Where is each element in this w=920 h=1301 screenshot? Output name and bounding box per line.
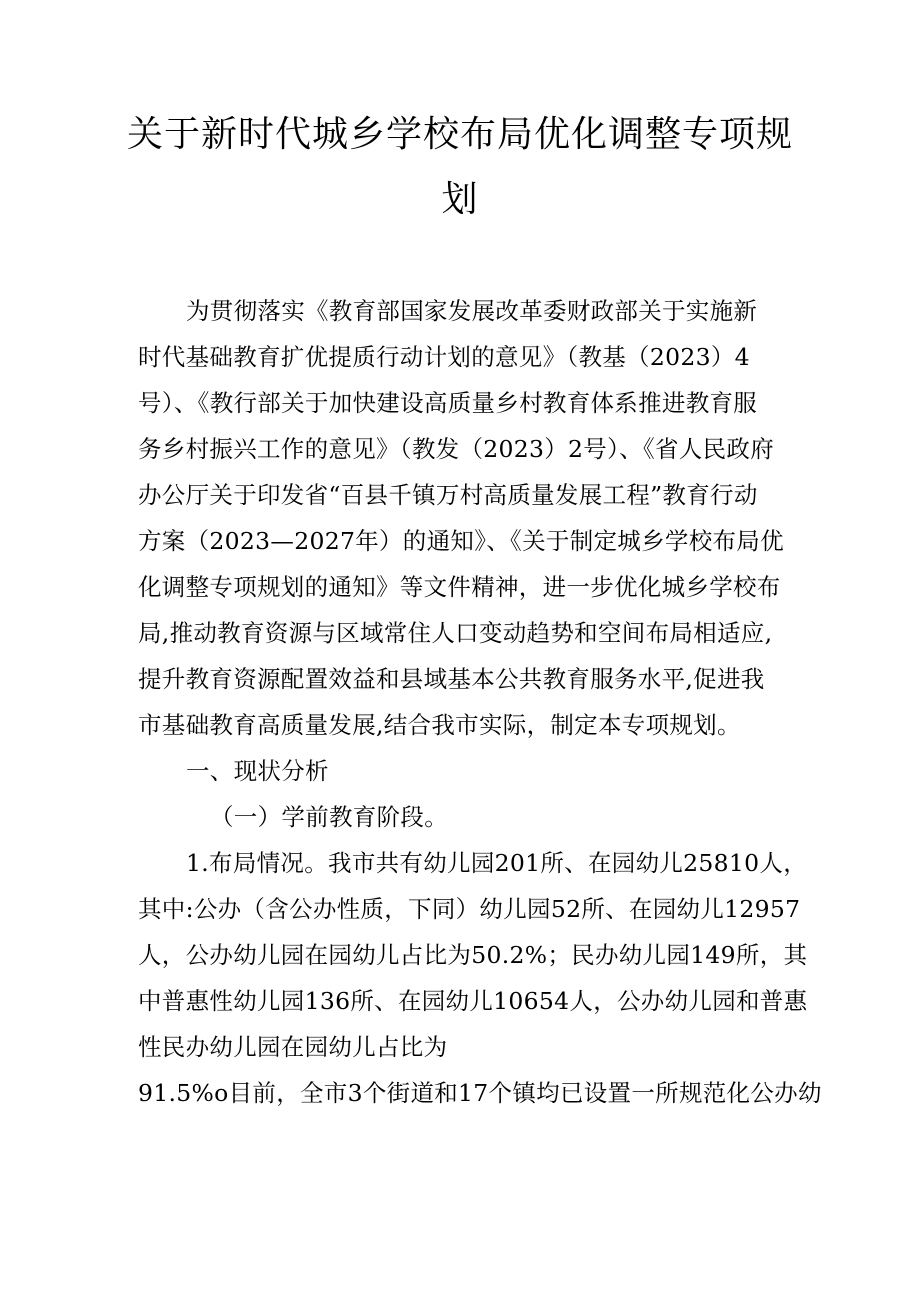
subsection-heading: （一）学前教育阶段。 (210, 803, 448, 831)
paragraph-line: 号）、《教行部关于加快建设高质量乡村教育体系推进教育服 (138, 389, 758, 417)
paragraph-line: 1.布局情况。我市共有幼儿园201所、在园幼儿25810人， (186, 849, 808, 877)
paragraph-line: 务乡村振兴工作的意见》（教发（2023）2号）、《省人民政府 (138, 435, 775, 463)
document-title-line-1: 关于新时代城乡学校布局优化调整专项规 (126, 114, 793, 155)
paragraph-line: 中普惠性幼儿园136所、在园幼儿10654人，公办幼儿园和普惠 (138, 987, 808, 1015)
paragraph-line: 为贯彻落实《教育部国家发展改革委财政部关于实施新 (186, 297, 758, 325)
paragraph-line: 其中:公办（含公办性质，下同）幼儿园52所、在园幼儿12957 (138, 895, 801, 923)
paragraph-line: 方案（2023—2027年）的通知》、《关于制定城乡学校布局优 (138, 527, 784, 555)
paragraph-line: 办公厅关于印发省“百县千镇万村高质量发展工程”教育行动 (138, 481, 758, 509)
paragraph-line: 提升教育资源配置效益和县域基本公共教育服务水平,促进我 (138, 665, 765, 693)
paragraph-line: 91.5%o目前，全市3个街道和17个镇均已设置一所规范化公办幼 (138, 1079, 822, 1107)
paragraph-line: 性民办幼儿园在园幼儿占比为 (138, 1033, 448, 1061)
paragraph-line: 人，公办幼儿园在园幼儿占比为50.2%；民办幼儿园149所，其 (138, 941, 808, 969)
paragraph-line: 局,推动教育资源与区域常住人口变动趋势和空间布局相适应, (138, 619, 773, 647)
document-title-line-2: 划 (441, 179, 479, 220)
section-heading: 一、现状分析 (186, 757, 329, 785)
paragraph-line: 时代基础教育扩优提质行动计划的意见》（教基（2023）4 (138, 343, 750, 371)
paragraph-line: 市基础教育高质量发展,结合我市实际，制定本专项规划。 (138, 711, 741, 739)
paragraph-line: 化调整专项规划的通知》等文件精神，进一步优化城乡学校布 (138, 573, 781, 601)
